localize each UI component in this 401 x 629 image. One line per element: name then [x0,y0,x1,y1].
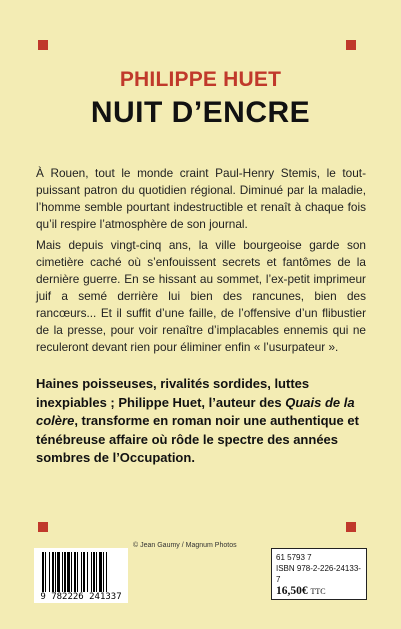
barcode [34,548,128,603]
barcode-bar [99,552,102,592]
barcode-bar [55,552,56,592]
corner-square-top-right [346,40,356,50]
corner-square-bottom-left [38,522,48,532]
price-tax-label: TTC [310,587,326,596]
product-code: 61 5793 7 [276,553,312,562]
barcode-bar [67,552,70,592]
barcode-bar [52,552,54,592]
corner-square-bottom-right [346,522,356,532]
barcode-bar [93,552,95,592]
barcode-bar [71,552,72,592]
barcode-bar [103,552,104,592]
book-title: NUIT D’ENCRE [90,96,311,129]
barcode-bar [64,552,66,592]
price-label [271,548,367,600]
barcode-bar [49,552,50,592]
barcode-bar [83,552,85,592]
tagline-text-end: , transforme en roman noir une authentique et ténébreuse affaire où rôde le spectre des années sombres de l’Occupation. [36,413,359,465]
barcode-bar [42,552,44,592]
tagline-book-reference: Quais de la colère [36,394,355,428]
author-name: PHILIPPE HUET [119,68,282,91]
barcode-bar [81,552,82,592]
barcode-bar [91,552,92,592]
barcode-number: 9 782226 241337 [40,592,122,602]
barcode-bar [45,552,46,592]
barcode-bar [74,552,76,592]
barcode-bar [77,552,78,592]
corner-square-top-left [38,40,48,50]
tagline-paragraph [36,375,366,468]
barcode-bar [87,552,88,592]
photo-credit: © Jean Gaumy / Magnum Photos [133,542,237,549]
tagline-text-start: Haines poisseuses, rivalités sordides, luttes inexpiables ; Philippe Huet, l’auteur des [36,376,310,410]
isbn-number: ISBN 978-2-226-24133-7 [276,564,361,584]
barcode-bar [57,552,60,592]
synopsis-paragraph-1: À Rouen, tout le monde craint Paul-Henry Stemis, le tout-puissant patron du quotidien régional. Diminué par la maladie, l’homme semble pourtant indestructible et renaît à chaque fois qu’il respire l’atmosphère de son journal. [36,166,366,231]
price [276,586,362,597]
synopsis-paragraph-2: Mais depuis vingt-cinq ans, la ville bourgeoise garde son cimetière caché où s’enfouissent secrets et fantômes de la dernière guerre. En se hissant au sommet, l’ex-petit imprimeur juif a semé derrière lui bien des rancunes, bien des rancœurs... Et il suffit d’une faille, de l’offensive d’un flibustier de la presse, pour voir renaître d’implacables ennemis qui ne reculeront devant rien pour éliminer enfin « l’usurpateur ». [36,238,366,354]
barcode-bar [96,552,97,592]
barcode-bars [42,552,120,592]
barcode-bar [62,552,63,592]
price-value: 16,50€ [276,585,308,597]
barcode-bar [106,552,107,592]
